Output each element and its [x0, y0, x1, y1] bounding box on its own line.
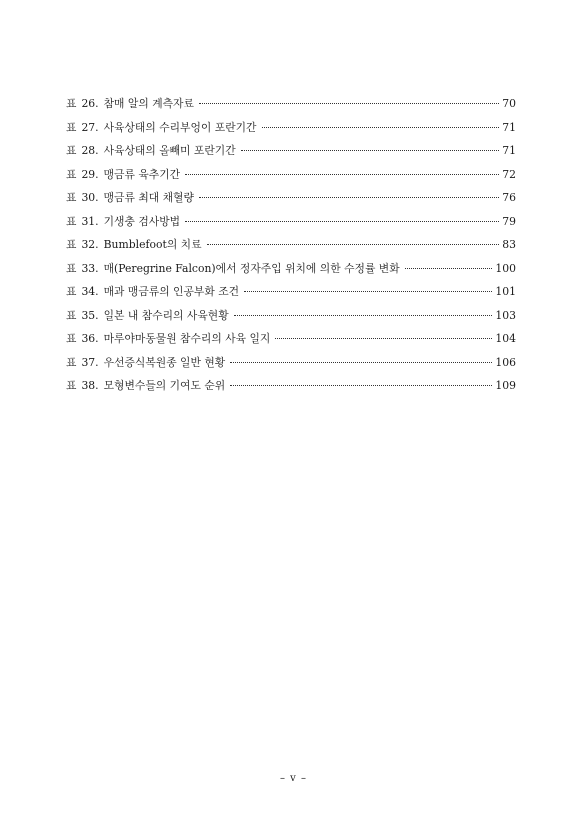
- toc-entry[interactable]: [66, 210, 516, 234]
- toc-entry-page: 101: [495, 285, 516, 298]
- toc-entry-number: 36.: [81, 332, 99, 345]
- toc-entry-prefix: 표: [66, 238, 77, 251]
- toc-entry-prefix: 표: [66, 214, 77, 228]
- toc-entry-page: 72: [502, 167, 516, 181]
- toc-entry-title: 기생충 검사방법: [103, 214, 181, 228]
- dot-leader: [275, 338, 492, 339]
- toc-entry-number: 35.: [81, 308, 99, 322]
- toc-entry-title: 참매 알의 계측자료: [103, 97, 194, 110]
- toc-entry[interactable]: [66, 280, 516, 304]
- toc-entry-label: [66, 116, 260, 140]
- toc-entry-title: 사육상태의 올빼미 포란기간: [103, 144, 236, 157]
- dot-leader: [199, 197, 499, 198]
- toc-entry-prefix: 표: [66, 285, 77, 298]
- toc-entry-page: 76: [502, 191, 516, 204]
- toc-entry-title: 일본 내 참수리의 사육현황: [103, 308, 229, 322]
- toc-entry[interactable]: [66, 139, 516, 163]
- dot-leader: [262, 127, 500, 128]
- toc-entry[interactable]: [66, 304, 516, 328]
- toc-entry-prefix: 표: [66, 261, 77, 275]
- toc-entry[interactable]: [66, 374, 516, 398]
- dot-leader: [405, 268, 493, 269]
- dot-leader: [185, 174, 499, 175]
- toc-entry-prefix: 표: [66, 308, 77, 322]
- toc-entry-page: 104: [495, 332, 516, 345]
- toc-entry[interactable]: [66, 233, 516, 257]
- toc-entry-number: 32.: [81, 238, 99, 251]
- toc-entry-label: [66, 210, 183, 234]
- dot-leader: [199, 103, 499, 104]
- table-of-tables: [66, 92, 516, 398]
- toc-entry-label: [66, 257, 403, 281]
- dot-leader: [244, 291, 492, 292]
- toc-entry-label: [66, 163, 183, 187]
- toc-entry-page: 103: [495, 308, 516, 322]
- toc-entry-page: 109: [495, 379, 516, 392]
- toc-entry-page: 79: [502, 214, 516, 228]
- dot-leader: [230, 362, 492, 363]
- toc-entry-title: 맹금류 최대 채혈량: [103, 191, 194, 204]
- toc-entry-number: 27.: [81, 120, 99, 134]
- toc-entry-title: 우선증식복원종 일반 현황: [103, 355, 226, 369]
- toc-entry-page: 106: [495, 355, 516, 369]
- toc-entry-prefix: 표: [66, 355, 77, 369]
- page-number: – v –: [279, 773, 307, 784]
- toc-entry-label: [66, 304, 232, 328]
- toc-entry-prefix: 표: [66, 332, 77, 345]
- toc-entry-label: [66, 186, 197, 210]
- toc-entry-number: 34.: [81, 285, 99, 298]
- toc-entry[interactable]: [66, 351, 516, 375]
- toc-entry[interactable]: [66, 257, 516, 281]
- dot-leader: [185, 221, 499, 222]
- toc-entry-title: 맹금류 육추기간: [103, 167, 181, 181]
- toc-entry-prefix: 표: [66, 144, 77, 157]
- toc-entry-number: 38.: [81, 379, 99, 392]
- toc-entry-label: [66, 233, 205, 257]
- toc-entry[interactable]: [66, 186, 516, 210]
- toc-entry[interactable]: [66, 116, 516, 140]
- toc-entry-page: 100: [495, 261, 516, 275]
- toc-entry-number: 37.: [81, 355, 99, 369]
- dot-leader: [207, 244, 500, 245]
- toc-entry-label: [66, 139, 239, 163]
- toc-entry-label: [66, 351, 228, 375]
- dot-leader: [241, 150, 500, 151]
- toc-entry-number: 30.: [81, 191, 99, 204]
- toc-entry-page: 83: [502, 238, 516, 251]
- toc-entry-label: [66, 374, 228, 398]
- dot-leader: [230, 385, 492, 386]
- toc-entry-number: 31.: [81, 214, 99, 228]
- toc-entry-title: Bumblefoot의 치료: [103, 238, 202, 251]
- toc-entry-prefix: 표: [66, 379, 77, 392]
- toc-entry-title: 모형변수들의 기여도 순위: [103, 379, 226, 392]
- toc-entry-label: [66, 92, 197, 116]
- toc-entry-label: [66, 280, 242, 304]
- toc-entry-prefix: 표: [66, 167, 77, 181]
- toc-entry-prefix: 표: [66, 97, 77, 110]
- toc-entry[interactable]: [66, 163, 516, 187]
- toc-entry-number: 33.: [81, 261, 99, 275]
- toc-entry-prefix: 표: [66, 120, 77, 134]
- toc-entry-page: 71: [502, 144, 516, 157]
- toc-entry-title: 사육상태의 수리부엉이 포란기간: [103, 120, 257, 134]
- toc-entry[interactable]: [66, 92, 516, 116]
- toc-entry-label: [66, 327, 273, 351]
- dot-leader: [234, 315, 493, 316]
- toc-entry-number: 28.: [81, 144, 99, 157]
- toc-entry[interactable]: [66, 327, 516, 351]
- toc-entry-number: 26.: [81, 97, 99, 110]
- toc-entry-page: 71: [502, 120, 516, 134]
- toc-entry-number: 29.: [81, 167, 99, 181]
- toc-entry-page: 70: [502, 97, 516, 110]
- toc-entry-title: 매과 맹금류의 인공부화 조건: [103, 285, 240, 298]
- toc-entry-prefix: 표: [66, 191, 77, 204]
- toc-entry-title: 마루야마동물원 참수리의 사육 일지: [103, 332, 271, 345]
- toc-entry-title: 매(Peregrine Falcon)에서 정자주입 위치에 의한 수정률 변화: [103, 261, 400, 275]
